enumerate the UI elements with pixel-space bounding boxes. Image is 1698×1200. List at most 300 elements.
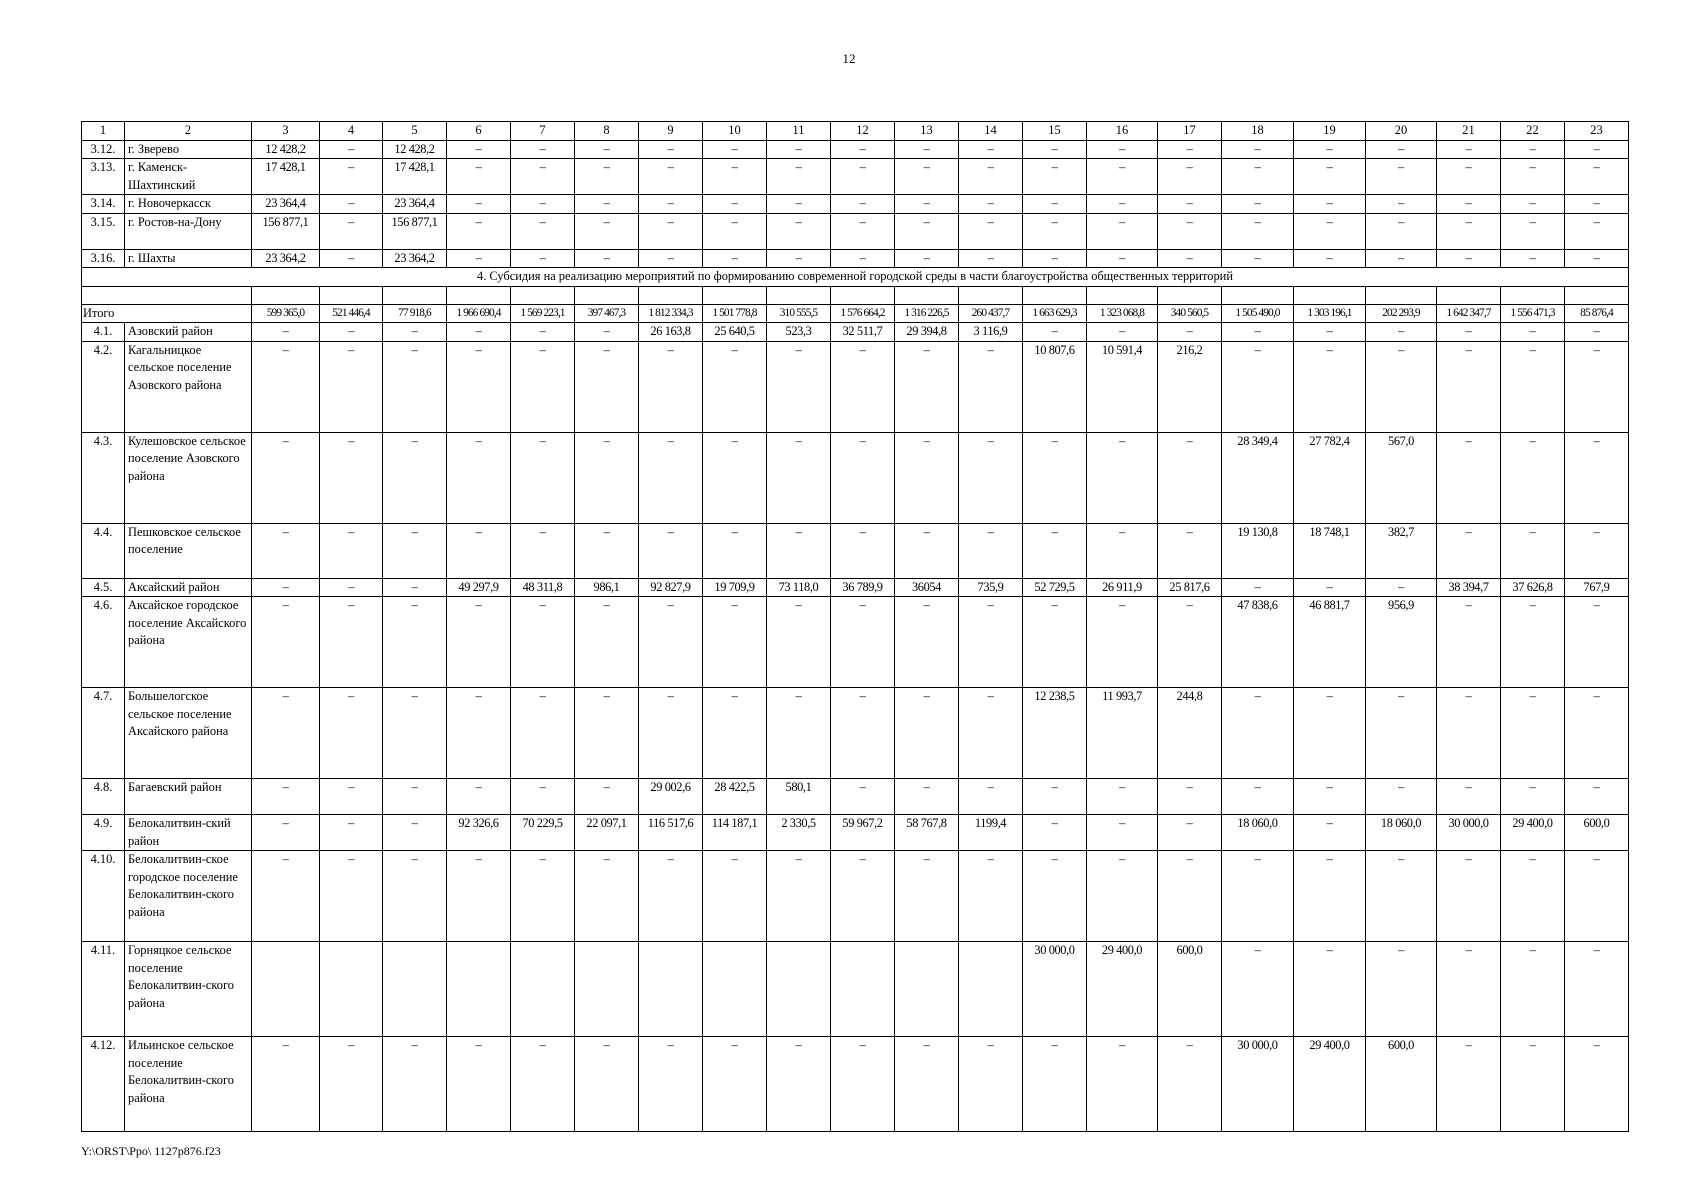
table-row xyxy=(82,815,1629,851)
value-cell: – xyxy=(1294,249,1366,268)
column-number: 16 xyxy=(1087,122,1158,141)
value-cell: – xyxy=(1501,597,1565,688)
empty-cell xyxy=(82,286,252,304)
empty-cell xyxy=(1087,286,1158,304)
column-number: 14 xyxy=(959,122,1023,141)
value-cell: – xyxy=(767,1037,831,1132)
page-number: 12 xyxy=(842,51,856,66)
value-cell xyxy=(320,942,383,1037)
value-cell: – xyxy=(383,432,447,523)
value-cell: 19 709,9 xyxy=(703,578,767,597)
value-cell xyxy=(383,942,447,1037)
value-cell: – xyxy=(959,249,1023,268)
value-cell: – xyxy=(447,523,511,578)
value-cell: 22 097,1 xyxy=(575,815,639,851)
value-cell: – xyxy=(703,140,767,159)
table-row xyxy=(82,249,1629,268)
value-cell xyxy=(639,942,703,1037)
value-cell: – xyxy=(447,1037,511,1132)
value-cell: – xyxy=(1222,942,1294,1037)
value-cell: – xyxy=(1565,779,1629,815)
row-name: Белокалитвин-ское городское поселение Белокалитвин-ского района xyxy=(125,851,252,942)
value-cell: – xyxy=(575,249,639,268)
value-cell: – xyxy=(252,815,320,851)
table-row xyxy=(82,851,1629,942)
empty-cell xyxy=(703,286,767,304)
value-cell: 19 130,8 xyxy=(1222,523,1294,578)
value-cell: – xyxy=(1158,432,1222,523)
value-cell: 30 000,0 xyxy=(1437,815,1501,851)
row-name: Аксайский район xyxy=(125,578,252,597)
total-value: 1 663 629,3 xyxy=(1023,304,1087,323)
value-cell: 600,0 xyxy=(1565,815,1629,851)
total-value: 1 642 347,7 xyxy=(1437,304,1501,323)
empty-cell xyxy=(1158,286,1222,304)
row-name: г. Зверево xyxy=(125,140,252,159)
row-name: Кагальницкое сельское поселение Азовского района xyxy=(125,341,252,432)
row-name: г. Каменск-Шахтинский xyxy=(125,159,252,195)
value-cell: – xyxy=(703,195,767,214)
value-cell: – xyxy=(1087,213,1158,249)
table-row xyxy=(82,942,1629,1037)
value-cell: – xyxy=(895,1037,959,1132)
value-cell: 567,0 xyxy=(1366,432,1437,523)
value-cell: – xyxy=(1023,851,1087,942)
value-cell: 36054 xyxy=(895,578,959,597)
value-cell: – xyxy=(767,195,831,214)
value-cell: 29 394,8 xyxy=(895,323,959,342)
value-cell: – xyxy=(1501,213,1565,249)
empty-cell xyxy=(575,286,639,304)
value-cell: – xyxy=(1023,195,1087,214)
total-value: 310 555,5 xyxy=(767,304,831,323)
value-cell: 32 511,7 xyxy=(831,323,895,342)
value-cell: – xyxy=(1366,140,1437,159)
value-cell: – xyxy=(831,851,895,942)
value-cell: – xyxy=(1565,1037,1629,1132)
value-cell: – xyxy=(1158,195,1222,214)
value-cell: – xyxy=(1158,159,1222,195)
value-cell: – xyxy=(1437,323,1501,342)
value-cell: – xyxy=(1222,688,1294,779)
value-cell: – xyxy=(1501,341,1565,432)
total-value: 85 876,4 xyxy=(1565,304,1629,323)
value-cell: – xyxy=(1437,851,1501,942)
total-value: 340 560,5 xyxy=(1158,304,1222,323)
value-cell: – xyxy=(703,523,767,578)
total-label: Итого xyxy=(82,304,252,323)
value-cell: – xyxy=(895,195,959,214)
value-cell: – xyxy=(320,213,383,249)
row-name: Ильинское сельское поселение Белокалитвин-ского района xyxy=(125,1037,252,1132)
value-cell: – xyxy=(252,779,320,815)
value-cell: – xyxy=(1501,159,1565,195)
value-cell: – xyxy=(575,432,639,523)
value-cell: – xyxy=(1023,140,1087,159)
value-cell: – xyxy=(1565,851,1629,942)
value-cell: – xyxy=(831,213,895,249)
value-cell: – xyxy=(252,597,320,688)
value-cell: – xyxy=(252,578,320,597)
value-cell: – xyxy=(703,1037,767,1132)
table-body xyxy=(82,122,1629,1132)
total-value: 202 293,9 xyxy=(1366,304,1437,323)
value-cell: – xyxy=(575,140,639,159)
value-cell: – xyxy=(1437,688,1501,779)
value-cell: – xyxy=(320,432,383,523)
value-cell: – xyxy=(320,249,383,268)
value-cell: – xyxy=(1366,213,1437,249)
value-cell: 26 163,8 xyxy=(639,323,703,342)
value-cell: – xyxy=(1366,688,1437,779)
value-cell: – xyxy=(511,597,575,688)
value-cell: – xyxy=(1294,688,1366,779)
value-cell: – xyxy=(767,341,831,432)
value-cell: – xyxy=(447,688,511,779)
value-cell: 18 060,0 xyxy=(1366,815,1437,851)
total-value: 77 918,6 xyxy=(383,304,447,323)
value-cell: – xyxy=(1222,578,1294,597)
value-cell: – xyxy=(767,249,831,268)
value-cell: – xyxy=(895,432,959,523)
value-cell: 58 767,8 xyxy=(895,815,959,851)
value-cell: – xyxy=(895,779,959,815)
value-cell: – xyxy=(1366,159,1437,195)
value-cell xyxy=(575,942,639,1037)
value-cell: 48 311,8 xyxy=(511,578,575,597)
value-cell: 12 428,2 xyxy=(252,140,320,159)
table-row xyxy=(82,304,1629,323)
value-cell: – xyxy=(1222,779,1294,815)
value-cell: 26 911,9 xyxy=(1087,578,1158,597)
value-cell: 580,1 xyxy=(767,779,831,815)
row-name: г. Новочеркасск xyxy=(125,195,252,214)
column-number: 18 xyxy=(1222,122,1294,141)
value-cell: – xyxy=(511,1037,575,1132)
row-number: 4.11. xyxy=(82,942,125,1037)
value-cell: – xyxy=(1437,597,1501,688)
table-row xyxy=(82,779,1629,815)
empty-cell xyxy=(639,286,703,304)
value-cell: 37 626,8 xyxy=(1501,578,1565,597)
value-cell: – xyxy=(447,159,511,195)
value-cell: 36 789,9 xyxy=(831,578,895,597)
value-cell: – xyxy=(831,341,895,432)
value-cell: – xyxy=(1158,597,1222,688)
value-cell: – xyxy=(320,779,383,815)
value-cell: – xyxy=(383,578,447,597)
value-cell xyxy=(252,942,320,1037)
value-cell: – xyxy=(1437,779,1501,815)
table-row xyxy=(82,578,1629,597)
column-number: 17 xyxy=(1158,122,1222,141)
value-cell: – xyxy=(1087,432,1158,523)
value-cell: 986,1 xyxy=(575,578,639,597)
value-cell: – xyxy=(831,249,895,268)
value-cell: – xyxy=(1023,815,1087,851)
row-number: 4.8. xyxy=(82,779,125,815)
value-cell: – xyxy=(447,851,511,942)
value-cell: – xyxy=(320,688,383,779)
value-cell: – xyxy=(1087,597,1158,688)
value-cell: – xyxy=(831,779,895,815)
value-cell: – xyxy=(320,523,383,578)
row-number: 4.3. xyxy=(82,432,125,523)
value-cell: – xyxy=(895,523,959,578)
value-cell: – xyxy=(959,140,1023,159)
value-cell: – xyxy=(831,688,895,779)
value-cell: – xyxy=(831,523,895,578)
column-number: 11 xyxy=(767,122,831,141)
total-value: 1 323 068,8 xyxy=(1087,304,1158,323)
value-cell: – xyxy=(575,1037,639,1132)
value-cell xyxy=(511,942,575,1037)
value-cell: – xyxy=(767,140,831,159)
value-cell: – xyxy=(447,597,511,688)
value-cell: – xyxy=(1366,779,1437,815)
value-cell: – xyxy=(1501,249,1565,268)
column-number: 10 xyxy=(703,122,767,141)
value-cell: – xyxy=(895,159,959,195)
value-cell: – xyxy=(1158,140,1222,159)
value-cell: – xyxy=(1565,341,1629,432)
value-cell: – xyxy=(959,1037,1023,1132)
value-cell: – xyxy=(1087,1037,1158,1132)
value-cell: – xyxy=(1565,432,1629,523)
value-cell: – xyxy=(959,213,1023,249)
table-row xyxy=(82,323,1629,342)
value-cell xyxy=(959,942,1023,1037)
value-cell: – xyxy=(447,213,511,249)
value-cell: – xyxy=(447,140,511,159)
column-number: 23 xyxy=(1565,122,1629,141)
total-value: 397 467,3 xyxy=(575,304,639,323)
value-cell: – xyxy=(1087,195,1158,214)
value-cell: – xyxy=(1222,323,1294,342)
value-cell: 116 517,6 xyxy=(639,815,703,851)
total-value: 1 576 664,2 xyxy=(831,304,895,323)
value-cell: 30 000,0 xyxy=(1222,1037,1294,1132)
value-cell: – xyxy=(1294,851,1366,942)
value-cell: – xyxy=(1366,578,1437,597)
value-cell: – xyxy=(320,815,383,851)
value-cell: – xyxy=(447,323,511,342)
value-cell: – xyxy=(511,159,575,195)
value-cell: – xyxy=(959,597,1023,688)
value-cell: 3 116,9 xyxy=(959,323,1023,342)
value-cell: – xyxy=(1437,249,1501,268)
value-cell: – xyxy=(511,688,575,779)
column-number: 3 xyxy=(252,122,320,141)
value-cell xyxy=(447,942,511,1037)
value-cell: 600,0 xyxy=(1158,942,1222,1037)
value-cell: – xyxy=(511,779,575,815)
value-cell: 47 838,6 xyxy=(1222,597,1294,688)
value-cell: – xyxy=(895,341,959,432)
value-cell: – xyxy=(959,779,1023,815)
value-cell xyxy=(703,942,767,1037)
value-cell: – xyxy=(1087,523,1158,578)
value-cell: – xyxy=(1437,1037,1501,1132)
value-cell: – xyxy=(1565,942,1629,1037)
value-cell: – xyxy=(1158,815,1222,851)
table-row xyxy=(82,213,1629,249)
value-cell: – xyxy=(252,1037,320,1132)
value-cell: – xyxy=(1023,159,1087,195)
row-name: Багаевский район xyxy=(125,779,252,815)
value-cell: – xyxy=(1087,851,1158,942)
value-cell: – xyxy=(575,523,639,578)
value-cell: – xyxy=(1158,1037,1222,1132)
value-cell: – xyxy=(1366,195,1437,214)
value-cell: – xyxy=(383,1037,447,1132)
value-cell: – xyxy=(575,159,639,195)
total-value: 1 316 226,5 xyxy=(895,304,959,323)
value-cell: 18 748,1 xyxy=(1294,523,1366,578)
value-cell: – xyxy=(383,688,447,779)
table-row xyxy=(82,688,1629,779)
value-cell: 735,9 xyxy=(959,578,1023,597)
value-cell: – xyxy=(511,523,575,578)
total-value: 1 812 334,3 xyxy=(639,304,703,323)
value-cell: – xyxy=(639,159,703,195)
value-cell: – xyxy=(1437,213,1501,249)
value-cell: – xyxy=(575,851,639,942)
value-cell: – xyxy=(1565,159,1629,195)
column-number: 1 xyxy=(82,122,125,141)
value-cell: – xyxy=(1023,432,1087,523)
value-cell: – xyxy=(252,688,320,779)
value-cell: – xyxy=(1222,851,1294,942)
value-cell: – xyxy=(639,597,703,688)
empty-cell xyxy=(1366,286,1437,304)
value-cell: – xyxy=(639,249,703,268)
table-row xyxy=(82,1037,1629,1132)
value-cell: – xyxy=(1565,140,1629,159)
value-cell: – xyxy=(383,851,447,942)
value-cell: 17 428,1 xyxy=(383,159,447,195)
row-name: Большелогское сельское поселение Аксайского района xyxy=(125,688,252,779)
value-cell: – xyxy=(252,523,320,578)
value-cell: – xyxy=(1023,597,1087,688)
value-cell: – xyxy=(1437,341,1501,432)
value-cell: – xyxy=(639,688,703,779)
value-cell: – xyxy=(1294,323,1366,342)
value-cell: – xyxy=(895,851,959,942)
table-row xyxy=(82,268,1629,287)
value-cell: – xyxy=(383,341,447,432)
value-cell: – xyxy=(639,523,703,578)
row-number: 4.10. xyxy=(82,851,125,942)
value-cell: – xyxy=(1023,523,1087,578)
value-cell: – xyxy=(639,140,703,159)
value-cell: – xyxy=(767,597,831,688)
value-cell: – xyxy=(1023,779,1087,815)
value-cell: – xyxy=(895,597,959,688)
value-cell: – xyxy=(1158,523,1222,578)
row-number: 4.12. xyxy=(82,1037,125,1132)
column-number: 13 xyxy=(895,122,959,141)
value-cell: 92 827,9 xyxy=(639,578,703,597)
value-cell: 27 782,4 xyxy=(1294,432,1366,523)
value-cell: – xyxy=(383,815,447,851)
value-cell: 767,9 xyxy=(1565,578,1629,597)
value-cell: – xyxy=(447,341,511,432)
value-cell: 956,9 xyxy=(1366,597,1437,688)
value-cell: – xyxy=(1501,140,1565,159)
value-cell: – xyxy=(320,851,383,942)
value-cell: 38 394,7 xyxy=(1437,578,1501,597)
value-cell: 17 428,1 xyxy=(252,159,320,195)
value-cell: 59 967,2 xyxy=(831,815,895,851)
row-name: Азовский район xyxy=(125,323,252,342)
row-number: 4.1. xyxy=(82,323,125,342)
value-cell: – xyxy=(1437,195,1501,214)
value-cell: – xyxy=(1158,851,1222,942)
value-cell: 12 238,5 xyxy=(1023,688,1087,779)
row-name: Белокалитвин-ский район xyxy=(125,815,252,851)
value-cell: 29 400,0 xyxy=(1087,942,1158,1037)
row-number: 3.14. xyxy=(82,195,125,214)
value-cell: 70 229,5 xyxy=(511,815,575,851)
value-cell: – xyxy=(383,779,447,815)
value-cell: – xyxy=(1023,213,1087,249)
row-number: 4.2. xyxy=(82,341,125,432)
value-cell: – xyxy=(511,851,575,942)
column-number: 22 xyxy=(1501,122,1565,141)
value-cell: – xyxy=(895,249,959,268)
value-cell: 23 364,4 xyxy=(383,195,447,214)
value-cell: 156 877,1 xyxy=(383,213,447,249)
value-cell: – xyxy=(1023,249,1087,268)
value-cell xyxy=(895,942,959,1037)
value-cell: – xyxy=(703,341,767,432)
table-row xyxy=(82,159,1629,195)
value-cell: – xyxy=(511,195,575,214)
value-cell: – xyxy=(1158,779,1222,815)
value-cell: – xyxy=(959,195,1023,214)
total-value: 1 966 690,4 xyxy=(447,304,511,323)
value-cell: 382,7 xyxy=(1366,523,1437,578)
value-cell: – xyxy=(1087,323,1158,342)
value-cell: – xyxy=(1565,323,1629,342)
value-cell: – xyxy=(252,432,320,523)
value-cell: – xyxy=(575,213,639,249)
value-cell: – xyxy=(1437,942,1501,1037)
total-value: 1 556 471,3 xyxy=(1501,304,1565,323)
table-row xyxy=(82,432,1629,523)
value-cell: – xyxy=(1087,140,1158,159)
value-cell: – xyxy=(575,688,639,779)
value-cell: – xyxy=(703,159,767,195)
value-cell: 23 364,4 xyxy=(252,195,320,214)
value-cell: – xyxy=(1087,159,1158,195)
total-value: 1 303 196,1 xyxy=(1294,304,1366,323)
value-cell: – xyxy=(383,597,447,688)
empty-cell xyxy=(767,286,831,304)
value-cell: – xyxy=(1158,249,1222,268)
value-cell: – xyxy=(575,341,639,432)
value-cell: – xyxy=(383,523,447,578)
column-number: 15 xyxy=(1023,122,1087,141)
total-value: 1 569 223,1 xyxy=(511,304,575,323)
value-cell: – xyxy=(1437,159,1501,195)
value-cell xyxy=(831,942,895,1037)
value-cell: – xyxy=(447,249,511,268)
empty-cell xyxy=(1023,286,1087,304)
value-cell: – xyxy=(1087,779,1158,815)
value-cell: – xyxy=(1158,323,1222,342)
